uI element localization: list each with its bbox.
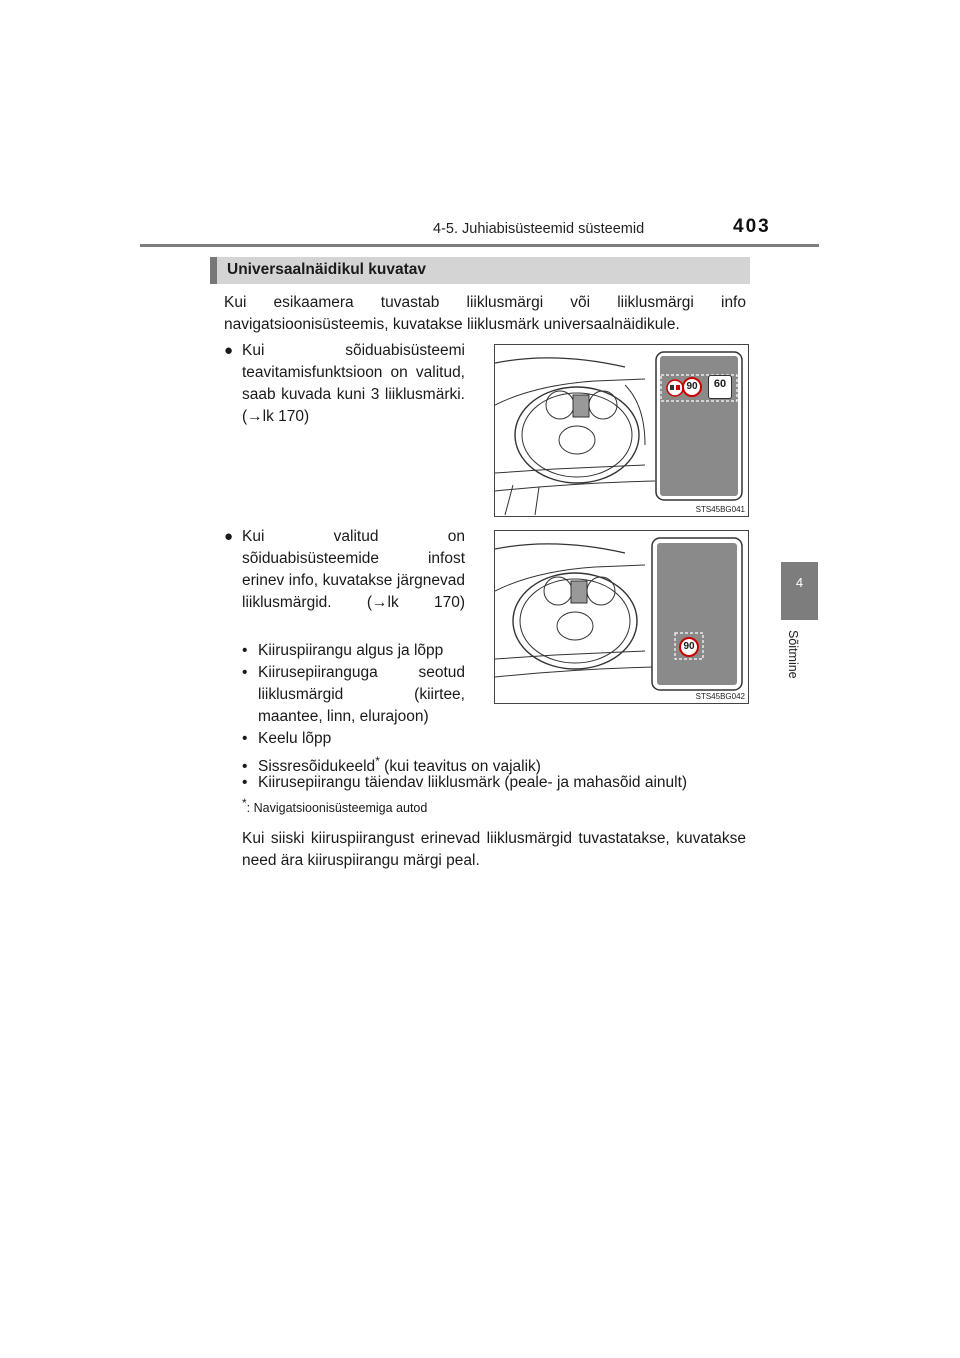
footnote bbox=[242, 796, 427, 815]
sub-bullet-icon: • bbox=[242, 664, 248, 681]
multi-info-display bbox=[651, 537, 743, 691]
sub-item bbox=[242, 728, 752, 750]
page-number: 403 bbox=[733, 216, 771, 237]
figure-code: STS45BG041 bbox=[695, 505, 745, 514]
footnote-text: : Navigatsioonisüsteemiga autod bbox=[246, 801, 428, 816]
chapter-tab-number: 4 bbox=[795, 575, 804, 590]
chapter-tab-label: Sõitmine bbox=[786, 630, 800, 679]
sub-item bbox=[242, 662, 465, 728]
figure-dashboard-single-sign bbox=[494, 530, 749, 704]
bullet-dot-icon: ● bbox=[224, 342, 234, 359]
footnote-star: * bbox=[375, 754, 380, 768]
speed-limit-sign-icon: 90 bbox=[682, 377, 702, 397]
no-overtaking-sign-icon bbox=[667, 380, 683, 396]
sub-item-text: Sissresõidukeeld bbox=[258, 758, 376, 776]
bullet-item-1 bbox=[224, 340, 465, 428]
closing-paragraph: Kui siiski kiiruspiirangust erinevad liiklusmärgid tuvastatakse, kuvatakse need ära kiiruspiirangu märgi peal. bbox=[242, 830, 746, 869]
speed-limit-value: 60 bbox=[713, 378, 727, 390]
bullet-text-1: Kui sõiduabisüsteemi teavitamisfunktsioon on valitud, saab kuvada kuni 3 liiklusmärki. (→lk 170) bbox=[242, 342, 465, 425]
header-section-title: 4-5. Juhiabisüsteemid süsteemid bbox=[433, 221, 645, 237]
header-rule bbox=[140, 244, 819, 247]
sub-item bbox=[242, 772, 752, 794]
chapter-tab bbox=[781, 562, 818, 620]
sub-item-text: Kiirusepiiranguga seotud liiklusmärgid (kiirtee, maantee, linn, elurajoon) bbox=[258, 664, 465, 725]
section-heading: Universaalnäidikul kuvatav bbox=[210, 257, 750, 284]
figure-dashboard-three-signs bbox=[494, 344, 749, 517]
speed-limit-sign-icon: 90 bbox=[679, 637, 699, 657]
footnote-star: * bbox=[242, 796, 247, 810]
sub-bullet-icon: • bbox=[242, 642, 248, 659]
sub-item bbox=[242, 640, 752, 662]
sub-bullet-icon: • bbox=[242, 774, 248, 791]
sub-bullet-icon: • bbox=[242, 758, 248, 776]
figure-code: STS45BG042 bbox=[695, 692, 745, 701]
sub-item-text: Kiirusepiirangu täiendav liiklusmärk (peale- ja mahasõid ainult) bbox=[258, 774, 688, 791]
sub-item-suffix: (kui teavitus on vajalik) bbox=[379, 758, 541, 776]
bullet-item-2 bbox=[224, 526, 465, 614]
intro-paragraph: Kui esikaamera tuvastab liiklusmärgi või liiklusmärgi info navigatsioonisüsteemis, kuvatakse liiklusmärk universaalnäidikule. bbox=[224, 294, 746, 333]
sub-bullet-icon: • bbox=[242, 730, 248, 747]
multi-info-display bbox=[655, 351, 743, 501]
bullet-dot-icon: ● bbox=[224, 528, 234, 545]
sub-item-text: Kiiruspiirangu algus ja lõpp bbox=[258, 642, 444, 659]
speed-limit-supplementary-sign-icon bbox=[708, 375, 732, 399]
bullet-text-2: Kui valitud on sõiduabisüsteemide infost erinev info, kuvatakse järgnevad liiklusmärgid. (→lk 170) bbox=[242, 528, 465, 611]
sub-item-text: Keelu lõpp bbox=[258, 730, 332, 747]
